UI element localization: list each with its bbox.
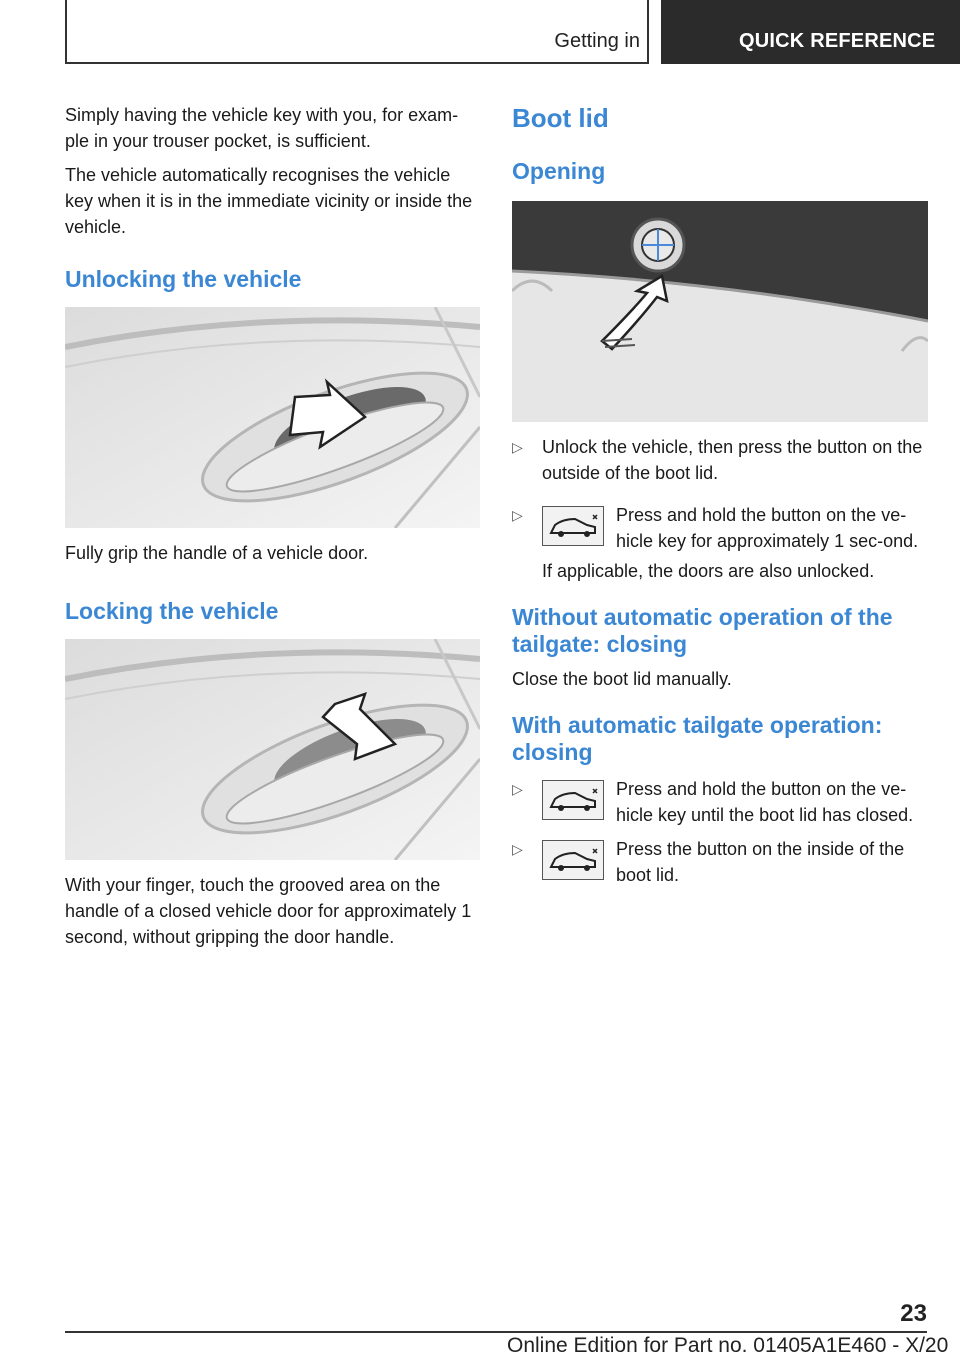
bullet-triangle-icon: ▷ — [512, 781, 523, 797]
opening-bullet-1-text: Unlock the vehicle, then press the button on the outside of the boot lid. — [542, 437, 923, 483]
footer-edition: Online Edition for Part no. 01405A1E460 - X/20 — [507, 1334, 949, 1357]
bullet-triangle-icon: ▷ — [512, 841, 523, 857]
door-handle-lock-image — [65, 639, 480, 860]
opening-heading: Opening — [512, 158, 606, 184]
bullet-triangle-icon: ▷ — [512, 507, 523, 523]
page-number: 23 — [900, 1300, 927, 1327]
boot-lid-button-image — [512, 201, 928, 422]
auto-bullet-1-text: Press and hold the button on the ve‐hicle key until the boot lid has closed. — [616, 779, 914, 825]
manual-closing-heading: Without automatic operation of the tailgate: closing — [512, 604, 893, 657]
boot-lid-title: Boot lid — [512, 103, 609, 133]
tailgate-inside-button-icon — [542, 840, 604, 880]
footer-divider — [65, 1331, 927, 1333]
lock-instruction: With your finger, touch the grooved area on the handle of a closed vehicle door for approximately 1 second, without gripping the door handle. — [65, 875, 472, 947]
auto-closing-heading: With automatic tailgate operation: closing — [512, 712, 883, 765]
auto-bullet-2-text: Press the button on the inside of the boot lid. — [616, 839, 905, 885]
auto-bullet-2 — [512, 836, 928, 888]
opening-note: If applicable, the doors are also unlocked. — [542, 561, 875, 581]
unlock-heading: Unlocking the vehicle — [65, 266, 302, 292]
intro-paragraph-2: The vehicle automatically recognises the vehicle key when it is in the immediate vicinity or inside the vehicle. — [65, 165, 473, 237]
intro-paragraph-1: Simply having the vehicle key with you, for exam‐ple in your trouser pocket, is sufficient. — [65, 105, 459, 151]
header-section-title: Getting in — [554, 30, 640, 52]
door-handle-unlock-image — [65, 307, 480, 528]
opening-bullet-2-text: Press and hold the button on the ve‐hicle key for approximately 1 sec‐ond. — [616, 505, 919, 551]
left-column — [65, 102, 480, 950]
opening-bullet-2 — [512, 502, 928, 554]
vehicle-key-tailgate-icon — [542, 780, 604, 820]
vehicle-key-tailgate-icon — [542, 506, 604, 546]
opening-bullet-1 — [512, 434, 928, 486]
manual-closing-text: Close the boot lid manually. — [512, 669, 732, 689]
bullet-triangle-icon: ▷ — [512, 439, 523, 455]
auto-bullet-1 — [512, 776, 928, 828]
lock-heading: Locking the vehicle — [65, 598, 279, 624]
right-column — [512, 102, 928, 888]
header-chapter-tab: QUICK REFERENCE — [661, 0, 960, 64]
unlock-instruction: Fully grip the handle of a vehicle door. — [65, 543, 369, 563]
